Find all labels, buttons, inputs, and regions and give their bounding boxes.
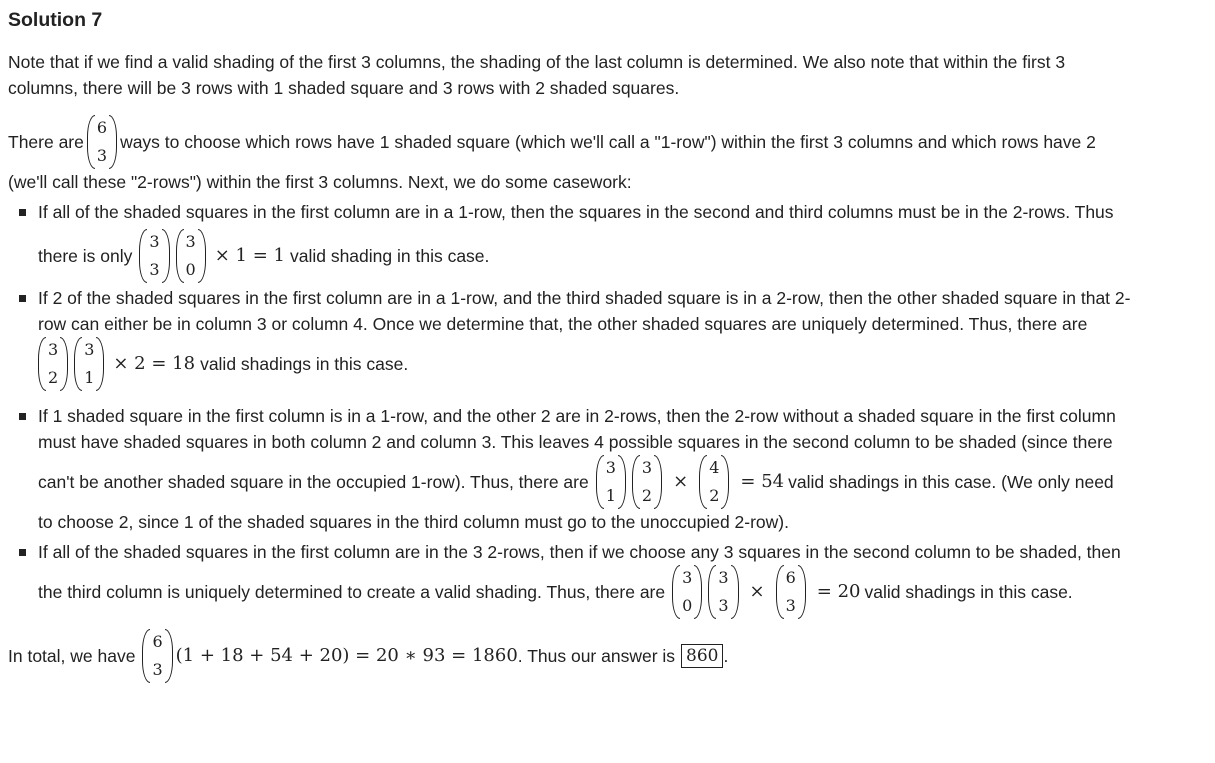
case-4-times: × <box>749 581 765 602</box>
binom: 3 3 <box>139 229 169 283</box>
case-4-pre: the third column is uniquely determined to create a valid shading. Thus, there are <box>38 582 666 602</box>
rows-pre-text: There are <box>8 132 84 152</box>
case-1-line-1: If all of the shaded squares in the first column are in a 1-row, then the squares in the second and third columns must be in the 2-rows. Thus <box>38 202 1114 222</box>
case-3-line-2: must have shaded squares in both column 2 and column 3. This leaves 4 possible squares in the second column to be shaded (since there <box>38 432 1113 452</box>
rows-line-1 <box>8 115 1208 169</box>
case-2-formula: × 2 = 18 <box>113 353 196 374</box>
rows-paragraph <box>8 115 1208 195</box>
case-2-post: valid shadings in this case. <box>200 354 409 374</box>
total-line <box>8 629 1208 683</box>
case-3-line-1: If 1 shaded square in the first column is in a 1-row, and the other 2 are in 2-rows, then the 2-row without a shaded square in the first column <box>38 406 1116 426</box>
case-3-times: × <box>673 471 689 492</box>
intro-paragraph <box>8 49 1208 101</box>
binom: 6 3 <box>142 629 172 683</box>
solution-content <box>8 0 1208 683</box>
binom-bottom: 3 <box>96 146 108 165</box>
answer-box: 860 <box>681 644 723 668</box>
solution-heading: Solution 7 <box>8 9 103 31</box>
rows-line-2: (we'll call these "2-rows") within the first 3 columns. Next, we do some casework: <box>8 172 632 192</box>
binom: 3 2 <box>38 337 68 391</box>
case-2 <box>8 285 1208 391</box>
case-3-math-line <box>38 455 1208 509</box>
case-4 <box>8 539 1208 619</box>
total-post: . Thus our answer is <box>517 646 676 666</box>
case-3-line-4: to choose 2, since 1 of the shaded squares in the third column must go to the unoccupied 2-row). <box>38 512 789 532</box>
total-end: . <box>723 646 729 666</box>
total-paragraph <box>8 629 1208 683</box>
case-4-line-1: If all of the shaded squares in the first column are in the 3 2-rows, then if we choose any 3 squares in the second column to be shaded, then <box>38 542 1121 562</box>
case-1 <box>8 199 1208 283</box>
binom: 3 1 <box>74 337 104 391</box>
intro-line-1: Note that if we find a valid shading of the first 3 columns, the shading of the last column is determined. We also note that within the first 3 <box>8 52 1066 72</box>
case-4-math-line <box>38 565 1208 619</box>
case-3-formula: = 54 <box>740 471 785 492</box>
binom-top: 6 <box>96 118 108 137</box>
right-paren <box>109 115 117 169</box>
case-1-pre: there is only <box>38 246 133 266</box>
rows-post-text: ways to choose which rows have 1 shaded square (which we'll call a "1-row") within the first 3 columns and which rows have 2 <box>120 132 1096 152</box>
case-1-math-line <box>38 229 1208 283</box>
case-4-post: valid shadings in this case. <box>864 582 1073 602</box>
binom-6-3 <box>87 115 117 169</box>
case-1-post: valid shading in this case. <box>289 246 490 266</box>
case-4-formula: = 20 <box>816 581 861 602</box>
binom: 3 0 <box>672 565 702 619</box>
total-formula: (1 + 18 + 54 + 20) = 20 ∗ 93 = 1860 <box>175 645 518 666</box>
binom: 4 2 <box>699 455 729 509</box>
case-3-post: valid shadings in this case. (We only need <box>788 472 1114 492</box>
case-2-line-2: row can either be in column 3 or column 4. Once we determine that, the other shaded squares are uniquely determined. Thus, there are <box>38 314 1088 334</box>
case-2-line-1: If 2 of the shaded squares in the first column are in a 1-row, and the third shaded square is in a 2-row, then the other shaded square in that 2- <box>38 288 1131 308</box>
case-2-math-line <box>35 337 1208 391</box>
binom: 3 1 <box>596 455 626 509</box>
left-paren <box>87 115 95 169</box>
casework-list <box>8 199 1208 619</box>
binom: 3 0 <box>176 229 206 283</box>
binom: 6 3 <box>776 565 806 619</box>
case-1-formula: × 1 = 1 <box>214 245 285 266</box>
case-3-pre: can't be another shaded square in the occupied 1-row). Thus, there are <box>38 472 589 492</box>
binom: 3 3 <box>708 565 738 619</box>
intro-line-2: columns, there will be 3 rows with 1 shaded square and 3 rows with 2 shaded squares. <box>8 78 680 98</box>
binom: 3 2 <box>632 455 662 509</box>
total-pre: In total, we have <box>8 646 136 666</box>
case-3 <box>8 403 1208 535</box>
